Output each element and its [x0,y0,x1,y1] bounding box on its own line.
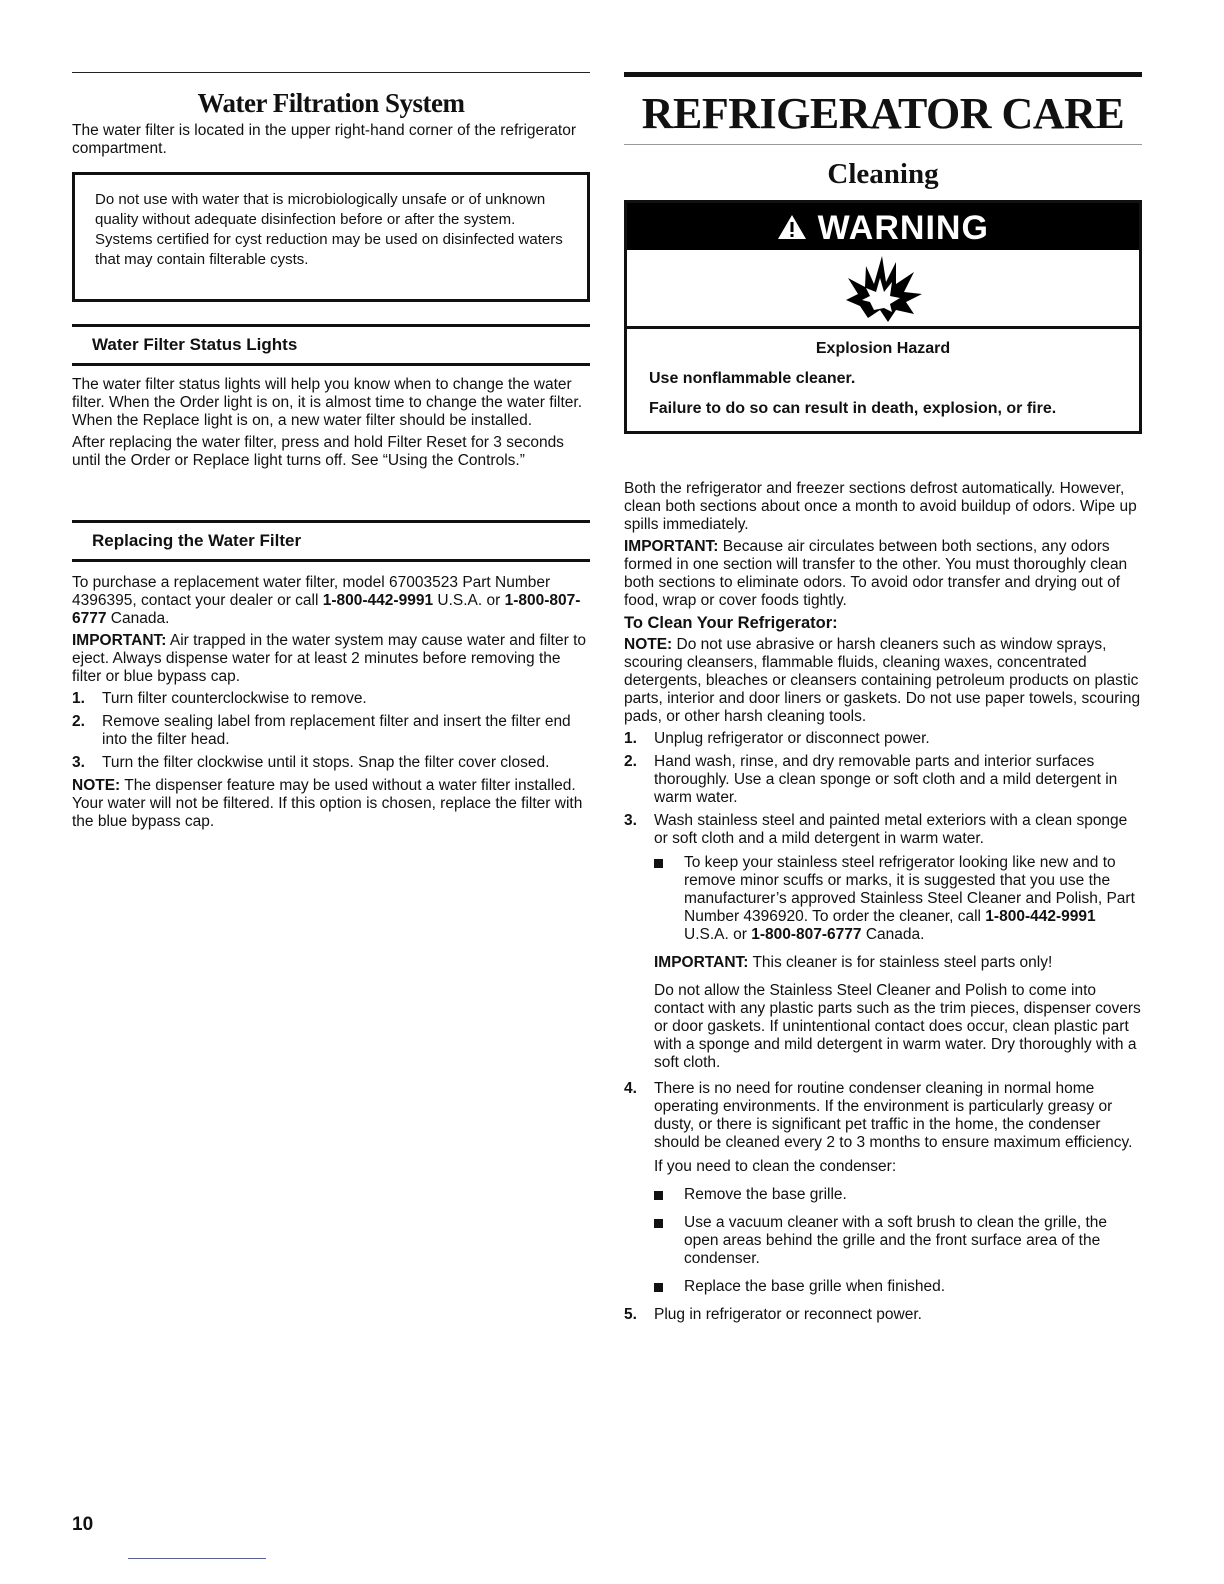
step-number: 4. [624,1080,637,1097]
subheading-replacing: Replacing the Water Filter [72,520,590,562]
top-thick-rule [624,72,1142,77]
note-label: NOTE: [624,636,673,653]
list-item [624,730,1142,748]
bullet-text: To keep your stainless steel refrigerator looking like new and to remove minor scuffs or marks, it is suggested that you use the manufacturer’s approved Stainless Steel Cleaner and Polish, Part Number 4396920. To order the cleaner, call [684,854,1135,925]
purchase-text: To purchase a replacement water filter, model 67003523 Part Number 4396395, contact your dealer or call [72,574,551,609]
bullet-square-icon [654,1283,663,1292]
list-item [624,1306,1142,1324]
note-text: Do not use abrasive or harsh cleaners such as window sprays, scouring cleansers, flammable fluids, cleaning waxes, concentrated detergents, bleaches or cleansers containing petroleum products on plastic parts, interior and door liners or gaskets. Do not use paper towels, scouring pads, or other harsh cleaning tools. [624,636,1141,725]
step-text: Turn filter counterclockwise to remove. [102,690,367,707]
subheading-status-lights: Water Filter Status Lights [72,324,590,366]
note-paragraph [72,777,590,831]
step-text: Plug in refrigerator or reconnect power. [654,1306,922,1323]
important-label: IMPORTANT: [654,954,749,971]
important-paragraph [72,632,590,686]
section-title-cleaning: Cleaning [827,158,939,190]
step3-bullets [654,854,1142,944]
important-text: Air trapped in the water system may cause water and filter to eject. Always dispense water for at least 2 minutes before removing the filter or blue bypass cap. [72,632,586,685]
status-para-1: The water filter status lights will help you know when to change the water filter. When the Order light is on, it is almost time to change the water filter. When the Replace light is on, a new water filter should be installed. [72,376,583,429]
intro-text: The water filter is located in the upper right-hand corner of the refrigerator compartment. [72,122,577,157]
step-text: There is no need for routine condenser cleaning in normal home operating environments. If the environment is particularly greasy or dusty, or there is significant pet traffic in the home, the condenser should be cleaned every 2 to 3 months to ensure maximum efficiency. [654,1080,1133,1151]
replace-steps [72,690,590,772]
important-text: Because air circulates between both sections, any odors formed in one section will transfer to the other. You must thoroughly clean both sections to eliminate odors. To avoid odor transfer and drying out of food, wrap or cover foods tightly. [624,538,1128,609]
important-label: IMPORTANT: [624,538,719,555]
step-number: 2. [72,713,85,730]
cleaning-block [624,480,1142,1329]
note-text: The dispenser feature may be used without a water filter installed. Your water will not be filtered. If this option is chosen, replace the filter with the blue bypass cap. [72,777,583,830]
bullet-square-icon [654,1219,663,1228]
section-title-water-filtration: Water Filtration System [197,88,465,118]
page-title: REFRIGERATOR CARE [641,89,1125,138]
step-number: 1. [72,690,85,707]
title-rule [624,144,1142,145]
important-text: This cleaner is for stainless steel parts only! [752,954,1053,971]
notice-text: Do not use with water that is microbiologically unsafe or of unknown quality without adequate disinfection before or after the system. Systems certified for cyst reduction may be used on disinfected waters that may contain filterable cysts. [95,191,563,268]
step-text: Remove sealing label from replacement filter and insert the filter end into the filter head. [102,713,571,748]
canada-text: Canada. [865,926,925,943]
purchase-paragraph [72,574,590,628]
phone-us: 1-800-442-9991 [322,592,434,609]
note-paragraph [624,636,1142,726]
step-text: Unplug refrigerator or disconnect power. [654,730,930,747]
step-text: Turn the filter clockwise until it stops. Snap the filter cover closed. [102,754,550,771]
step-text: Wash stainless steel and painted metal exteriors with a clean sponge or soft cloth and a mild detergent in warm water. [654,812,1128,847]
phone-us: 1-800-442-9991 [985,908,1096,925]
phone-canada: 1-800-807-6777 [72,592,581,627]
list-item [72,690,590,708]
cleaning-steps [624,730,1142,1324]
intro-block [72,122,590,162]
step4-bullets [654,1186,1142,1296]
status-lights-block [72,376,590,474]
step-number: 3. [624,812,637,829]
note-label: NOTE: [72,777,121,794]
if-need-text: If you need to clean the condenser: [654,1158,897,1175]
footer-link-line [128,1558,266,1559]
page-number: 10 [72,1514,94,1535]
us-text: U.S.A. or [684,926,747,943]
cleaning-para-1: Both the refrigerator and freezer sections defrost automatically. However, clean both sections about once a month to avoid buildup of odors. Wipe up spills immediately. [624,480,1137,533]
warning-text [627,329,1139,431]
caution-paragraph: Do not allow the Stainless Steel Cleaner and Polish to come into contact with any plastic parts such as the trim pieces, dispenser covers or door gaskets. If unintentional contact does occur, clean plastic part with a sponge and mild detergent in warm water. Dry thoroughly with a soft cloth. [654,982,1141,1071]
list-item [654,1214,1142,1268]
important-label: IMPORTANT: [72,632,167,649]
warning-label: WARNING [817,209,989,247]
important-paragraph [624,538,1142,610]
explosion-icon [838,254,928,324]
status-para-2: After replacing the water filter, press and hold Filter Reset for 3 seconds until the Order or Replace light turns off. See “Using the Controls.” [72,434,564,469]
bullet-square-icon [654,1191,663,1200]
top-rule [72,72,590,73]
list-item [654,1186,1142,1204]
alert-triangle-icon [777,209,817,247]
list-item [654,854,1142,944]
warning-hazard: Explosion Hazard [815,340,951,357]
list-item [654,1278,1142,1296]
replacing-block [72,574,590,835]
step-text: Hand wash, rinse, and dry removable parts and interior surfaces thoroughly. Use a clean sponge or soft cloth and a mild detergent in warm water. [654,753,1118,806]
bullet-text: Replace the base grille when finished. [684,1278,946,1295]
list-item [72,713,590,749]
step-number: 3. [72,754,85,771]
phone-canada: 1-800-807-6777 [751,926,862,943]
warning-icon-area [627,250,1139,329]
list-item [72,754,590,772]
warning-banner [627,203,1139,250]
warning-line-2: Failure to do so can result in death, explosion, or fire. [649,400,1057,417]
step-number: 1. [624,730,637,747]
to-clean-heading: To Clean Your Refrigerator: [624,614,838,632]
notice-box [72,172,590,302]
list-item [624,1080,1142,1296]
step-number: 2. [624,753,637,770]
list-item [624,812,1142,1072]
bullet-square-icon [654,859,663,868]
bullet-text: Use a vacuum cleaner with a soft brush to clean the grille, the open areas behind the grille and the front surface area of the condenser. [684,1214,1108,1267]
warning-box [624,200,1142,434]
us-text: U.S.A. or [437,592,501,609]
canada-text: Canada. [110,610,170,627]
warning-line-1: Use nonflammable cleaner. [649,370,856,387]
list-item [624,753,1142,807]
step-number: 5. [624,1306,637,1323]
important-paragraph [654,954,1142,972]
bullet-text: Remove the base grille. [684,1186,847,1203]
